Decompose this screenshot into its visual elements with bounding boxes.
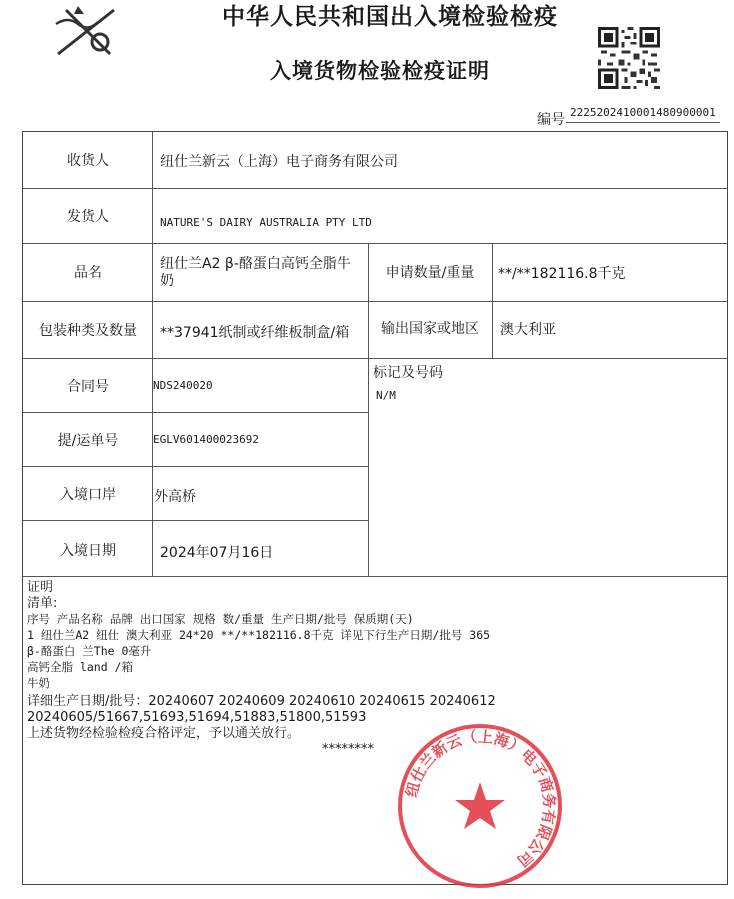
product-name-value-cont: 奶 bbox=[160, 273, 174, 289]
bill-of-lading-label: 提/运单号 bbox=[57, 433, 119, 449]
list-label: 清单: bbox=[27, 596, 58, 611]
certificate-title: 证明 bbox=[27, 580, 54, 595]
goods-row-cont: 高钙全脂 land /箱 bbox=[27, 660, 133, 674]
marks-label: 标记及号码 bbox=[373, 365, 443, 381]
row-divider bbox=[23, 520, 368, 521]
row-divider bbox=[23, 466, 368, 467]
bill-of-lading-value: EGLV601400023692 bbox=[153, 433, 259, 446]
production-dates: 详细生产日期/批号：20240607 20240609 20240610 20240615 20240612 bbox=[27, 694, 496, 709]
origin-value: 澳大利亚 bbox=[500, 322, 556, 338]
document-title: 入境货物检验检疫证明 bbox=[270, 59, 490, 83]
goods-row: 1 纽仕兰A2 纽仕 澳大利亚 24*20 **/**182116.8千克 详见下行生产日期/批号 365 bbox=[27, 628, 491, 642]
origin-label: 输出国家或地区 bbox=[381, 321, 479, 337]
column-divider bbox=[492, 243, 493, 358]
row-divider bbox=[23, 188, 727, 189]
product-name-value: 纽仕兰A2 β-酪蛋白高钙全脂牛 bbox=[160, 256, 351, 272]
row-divider bbox=[23, 358, 727, 359]
serial-number-label: 编号 bbox=[537, 112, 565, 128]
consignor-value: NATURE'S DAIRY AUSTRALIA PTY LTD bbox=[160, 216, 372, 229]
entry-date-value: 2024年07月16日 bbox=[160, 545, 274, 561]
goods-row-cont: 牛奶 bbox=[27, 676, 50, 690]
authority-title: 中华人民共和国出入境检验检疫 bbox=[222, 4, 558, 30]
serial-number-value: 2225202410001480900001 bbox=[566, 104, 720, 123]
end-marker: ******** bbox=[322, 742, 374, 757]
consignee-value: 纽仕兰新云（上海）电子商务有限公司 bbox=[160, 154, 398, 170]
goods-table-header: 序号 产品名称 品牌 出口国家 规格 数/重量 生产日期/批号 保质期(天) bbox=[27, 612, 414, 626]
product-name-label: 品名 bbox=[74, 265, 102, 281]
qr-code-icon bbox=[598, 27, 660, 89]
quantity-value: **/**182116.8千克 bbox=[498, 266, 626, 282]
row-divider bbox=[23, 243, 727, 244]
package-value: **37941纸制或纤维板制盒/箱 bbox=[160, 325, 350, 341]
column-divider bbox=[152, 132, 153, 576]
svg-text:纽仕兰新云（上海）电子商务有限公司: 纽仕兰新云（上海）电子商务有限公司 bbox=[402, 727, 559, 871]
contract-value: NDS240020 bbox=[153, 379, 213, 392]
row-divider bbox=[23, 301, 727, 302]
inspection-emblem-icon bbox=[48, 2, 128, 62]
contract-label: 合同号 bbox=[67, 379, 109, 395]
entry-port-value: 外高桥 bbox=[154, 489, 196, 505]
consignee-label: 收货人 bbox=[67, 153, 109, 169]
entry-date-label: 入境日期 bbox=[60, 543, 116, 559]
row-divider bbox=[23, 412, 368, 413]
company-seal-stamp bbox=[396, 722, 564, 890]
marks-value: N/M bbox=[376, 389, 396, 402]
entry-port-label: 入境口岸 bbox=[60, 487, 116, 503]
column-divider bbox=[368, 243, 369, 576]
conclusion-text: 上述货物经检验检疫合格评定，予以通关放行。 bbox=[27, 726, 301, 741]
package-label: 包装种类及数量 bbox=[39, 323, 137, 339]
certificate-form bbox=[22, 131, 728, 885]
goods-row-cont: β-酪蛋白 兰The 0毫升 bbox=[27, 644, 152, 658]
consignor-label: 发货人 bbox=[67, 209, 109, 225]
row-divider bbox=[23, 576, 727, 577]
batch-numbers: 20240605/51667,51693,51694,51883,51800,51593 bbox=[27, 710, 367, 725]
quantity-label: 申请数量/重量 bbox=[385, 265, 475, 281]
